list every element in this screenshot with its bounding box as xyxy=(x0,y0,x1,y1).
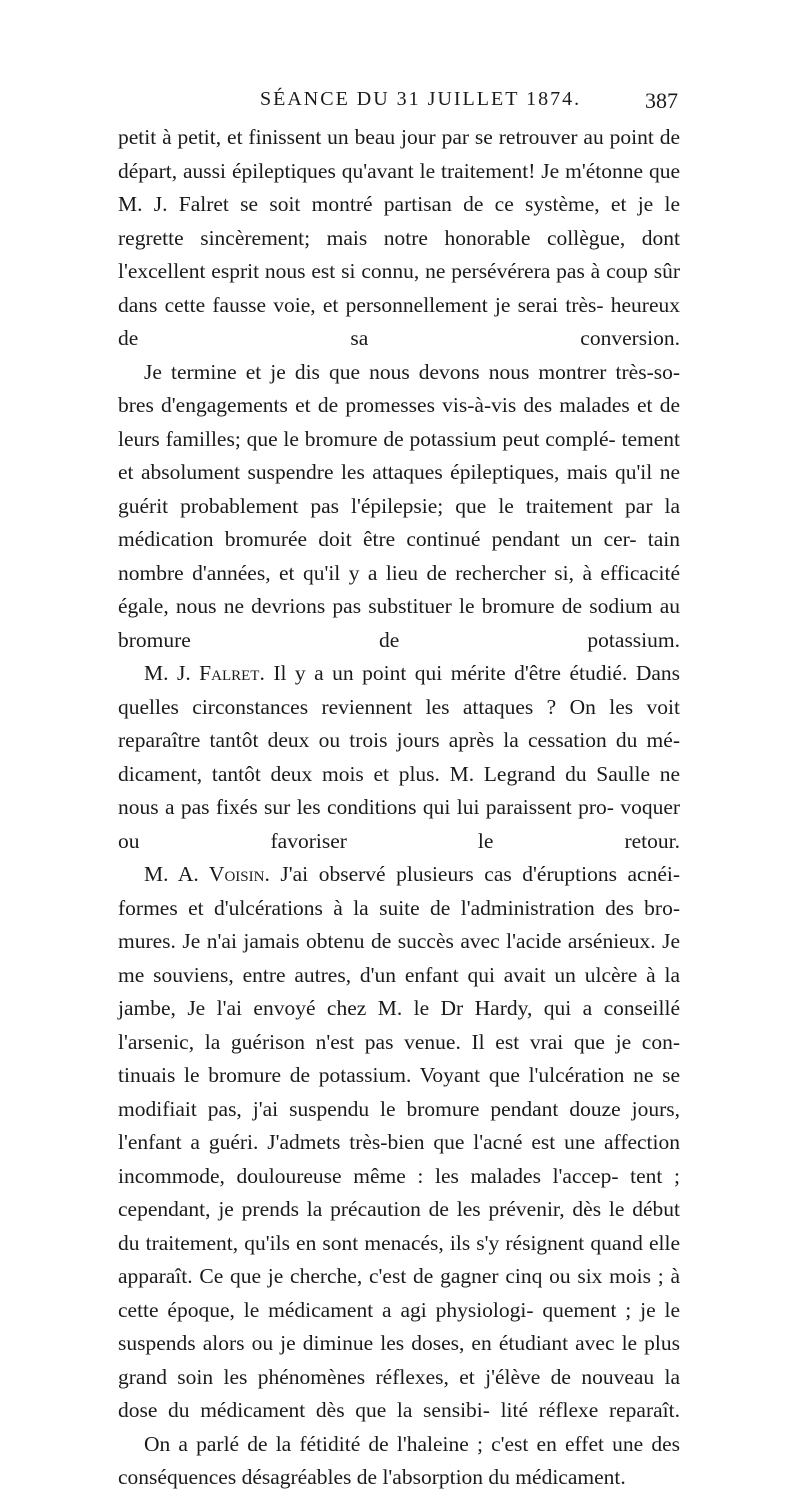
text-line: regrette sincèrement; mais notre honorable collègue, dont xyxy=(118,225,680,250)
text-line: lité réflexe reparaît. xyxy=(500,1398,680,1422)
text-line: bres d'engagements et de promesses vis-à-vis des malades et xyxy=(118,393,653,417)
paragraph-2 xyxy=(118,356,680,658)
text-line: étudiant avec le plus grand soin les phénomènes réflexes, et xyxy=(118,1331,681,1389)
text-line: Il y a un point qui mérite d'être étudié. Dans xyxy=(273,661,681,685)
text-line: la jambe, Je l'ai envoyé chez M. le Dr Hardy, qui a conseillé xyxy=(118,962,680,1020)
text-line: j'élève de nouveau la dose du médicament dès que la sensibi- xyxy=(118,1364,681,1422)
text-line: tent ; cependant, je prends la précaution de les prévenir, dès le xyxy=(118,1163,680,1221)
text-line: se modifiait pas, j'ai suspendu le bromure pendant douze xyxy=(118,1063,680,1121)
text-line: J'ai observé plusieurs cas d'éruptions acnéi- xyxy=(280,862,681,886)
text-line: efficacité égale, nous ne devrions pas substituer le bromure de xyxy=(118,560,680,618)
text-line: de leurs familles; que le bromure de potassium peut complé- xyxy=(118,393,681,451)
paragraph-4 xyxy=(118,858,680,1428)
text-line: tement et absolument suspendre les attaques épileptiques, mais xyxy=(118,426,680,484)
text-line: Je termine et je dis que nous devons nous montrer très-so- xyxy=(144,359,680,384)
text-line: tain nombre d'années, et qu'il y a lieu de rechercher si, à xyxy=(118,527,680,585)
text-line: formes et d'ulcérations à la suite de l'administration des bro- xyxy=(118,895,680,920)
text-line: petit à petit, et finissent un beau jour par se retrouver au point xyxy=(118,125,654,149)
page-header xyxy=(118,88,678,118)
text-line: l'excellent esprit nous est si connu, ne persévérera pas à coup xyxy=(118,259,648,283)
text-line: jours, l'enfant a guéri. J'admets très-bien que l'acné est une xyxy=(118,1096,680,1154)
text-line: qu'il ne guérit probablement pas l'épilepsie; que le traitement xyxy=(118,460,680,518)
running-title: SÉANCE DU 31 JUILLET 1874. xyxy=(260,88,582,110)
text-line: heureux de sa conversion. xyxy=(118,292,680,350)
paragraph-1 xyxy=(118,121,680,356)
text-line: ou six mois ; à cette époque, le médicament a agi physiologi- xyxy=(118,1264,680,1322)
paragraph-5 xyxy=(118,1428,680,1495)
page-number: 387 xyxy=(645,88,678,113)
text-line: quand elle apparaît. Ce que je cherche, c'est de gagner cinq xyxy=(118,1230,680,1288)
text-line: que M. J. Falret se soit montré partisan de ce système, et je le xyxy=(118,158,681,216)
text-line: Je me souviens, entre autres, d'un enfant qui avait un ulcère à xyxy=(118,929,681,987)
speaker-falret: M. J. Falret. xyxy=(144,661,265,685)
paragraph-3 xyxy=(118,657,680,858)
text-line: l'arsenic, la guérison n'est pas venue. Il est vrai que je con- xyxy=(118,1029,680,1054)
body-text xyxy=(118,121,680,1495)
text-line: mures. Je n'ai jamais obtenu de succès avec l'acide arsénieux. xyxy=(118,929,656,953)
speaker-voisin: M. A. Voisin. xyxy=(144,862,270,886)
text-line: reparaître tantôt deux ou trois jours après la cessation du mé- xyxy=(118,728,680,752)
text-line: ne nous a pas fixés sur les conditions qui lui paraissent pro- xyxy=(118,761,680,819)
text-line: affection incommode, douloureuse même : les malades l'accep- xyxy=(118,1130,681,1188)
text-line: On a parlé de la fétidité de l'haleine ; c'est en effet une des xyxy=(144,1431,680,1456)
text-line: de départ, aussi épileptiques qu'avant le traitement! Je m'étonne xyxy=(118,125,681,183)
text-line: conséquences désagréables de l'absorption du médicament. xyxy=(118,1465,626,1489)
text-line: sodium au bromure de potassium. xyxy=(118,594,681,652)
text-line: quelles circonstances reviennent les attaques ? On les voit xyxy=(118,694,680,719)
text-line: début du traitement, qu'ils en sont menacés, ils s'y résignent xyxy=(118,1197,680,1255)
text-line: quement ; je le suspends alors ou je diminue les doses, en xyxy=(118,1297,681,1355)
text-line: tinuais le bromure de potassium. Voyant que l'ulcération ne xyxy=(118,1063,654,1087)
text-line: par la médication bromurée doit être continué pendant un cer- xyxy=(118,493,681,551)
text-line: dicament, tantôt deux mois et plus. M. Legrand du Saulle xyxy=(118,761,651,786)
text-line: sûr dans cette fausse voie, et personnellement je serai très- xyxy=(118,259,681,317)
text-line: voquer ou favoriser le retour. xyxy=(118,795,681,853)
